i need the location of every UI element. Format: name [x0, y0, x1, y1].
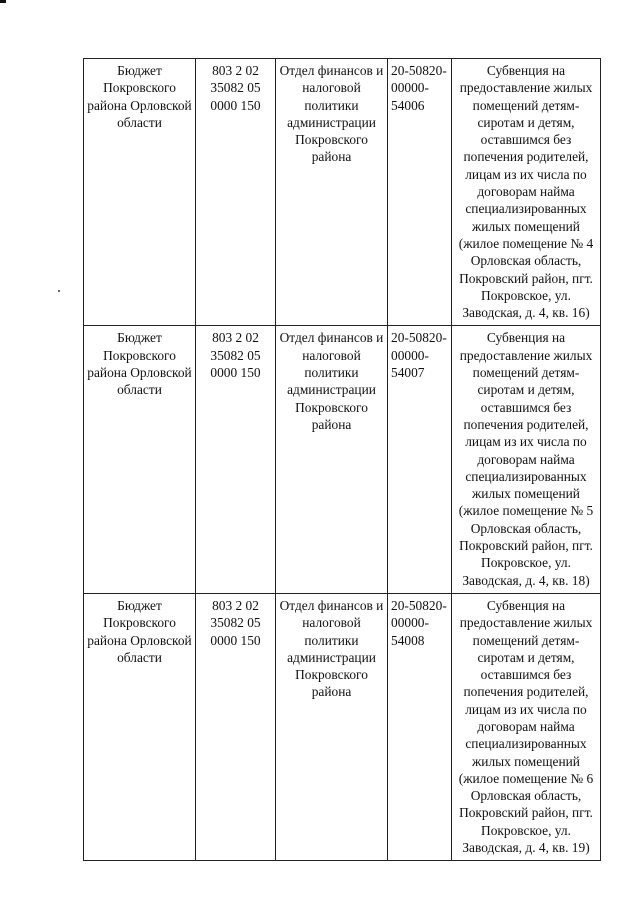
administrator-text: Отдел финансов и налоговой политики администрации Покровского района [279, 597, 384, 700]
budget-code-text: 803 2 02 35082 05 0000 150 [210, 597, 261, 648]
administrator-cell [276, 593, 388, 860]
budget-code-text: 803 2 02 35082 05 0000 150 [210, 63, 261, 113]
purpose-text: Субвенция на предоставление жилых помещений детям-сиротам и детям, оставшимся без попечения родителей, лицам из их числа по договорам найма специализированных жилых помещений (жилое помещение № 4 Орловская область, Покровский район, пгт. Покровское, ул. Заводская, д. 4, кв. 16) [458, 63, 594, 321]
administrator-text: Отдел финансов и налоговой политики администрации Покровского района [279, 63, 384, 165]
scan-artifact-corner [0, 0, 6, 3]
table-row [84, 59, 601, 326]
budget-cell [84, 59, 196, 326]
purpose-text: Субвенция на предоставление жилых помещений детям-сиротам и детям, оставшимся без попечения родителей, лицам из их числа по договорам найма специализированных жилых помещений (жилое помещение № 5 Орловская область, Покровский район, пгт. Покровское, ул. Заводская, д. 4, кв. 18) [458, 330, 594, 588]
table-row [84, 593, 601, 860]
purpose-cell [452, 326, 601, 593]
code-cell [196, 59, 276, 326]
budget-text: Бюджет Покровского района Орловской области [87, 63, 192, 130]
scan-artifact-dot [58, 290, 60, 292]
budget-cell [84, 326, 196, 593]
purpose-cell [452, 59, 601, 326]
purpose-cell [452, 593, 601, 860]
administrator-cell [276, 59, 388, 326]
table-row [84, 326, 601, 593]
number-text: 20-50820-00000-54008 [391, 597, 447, 648]
code-cell [196, 326, 276, 593]
number-cell [388, 593, 452, 860]
code-cell [196, 593, 276, 860]
budget-text: Бюджет Покровского района Орловской области [87, 597, 192, 665]
number-cell [388, 59, 452, 326]
administrator-text: Отдел финансов и налоговой политики администрации Покровского района [279, 330, 384, 432]
purpose-text: Субвенция на предоставление жилых помещений детям-сиротам и детям, оставшимся без попечения родителей, лицам из их числа по договорам найма специализированных жилых помещений (жилое помещение № 6 Орловская область, Покровский район, пгт. Покровское, ул. Заводская, д. 4, кв. 19) [458, 597, 594, 856]
administrator-cell [276, 326, 388, 593]
budget-text: Бюджет Покровского района Орловской области [87, 330, 192, 398]
subvention-table [83, 58, 601, 861]
number-cell [388, 326, 452, 593]
budget-cell [84, 593, 196, 860]
number-text: 20-50820-00000-54007 [391, 330, 447, 381]
budget-code-text: 803 2 02 35082 05 0000 150 [210, 330, 261, 381]
number-text: 20-50820-00000-54006 [391, 63, 447, 113]
